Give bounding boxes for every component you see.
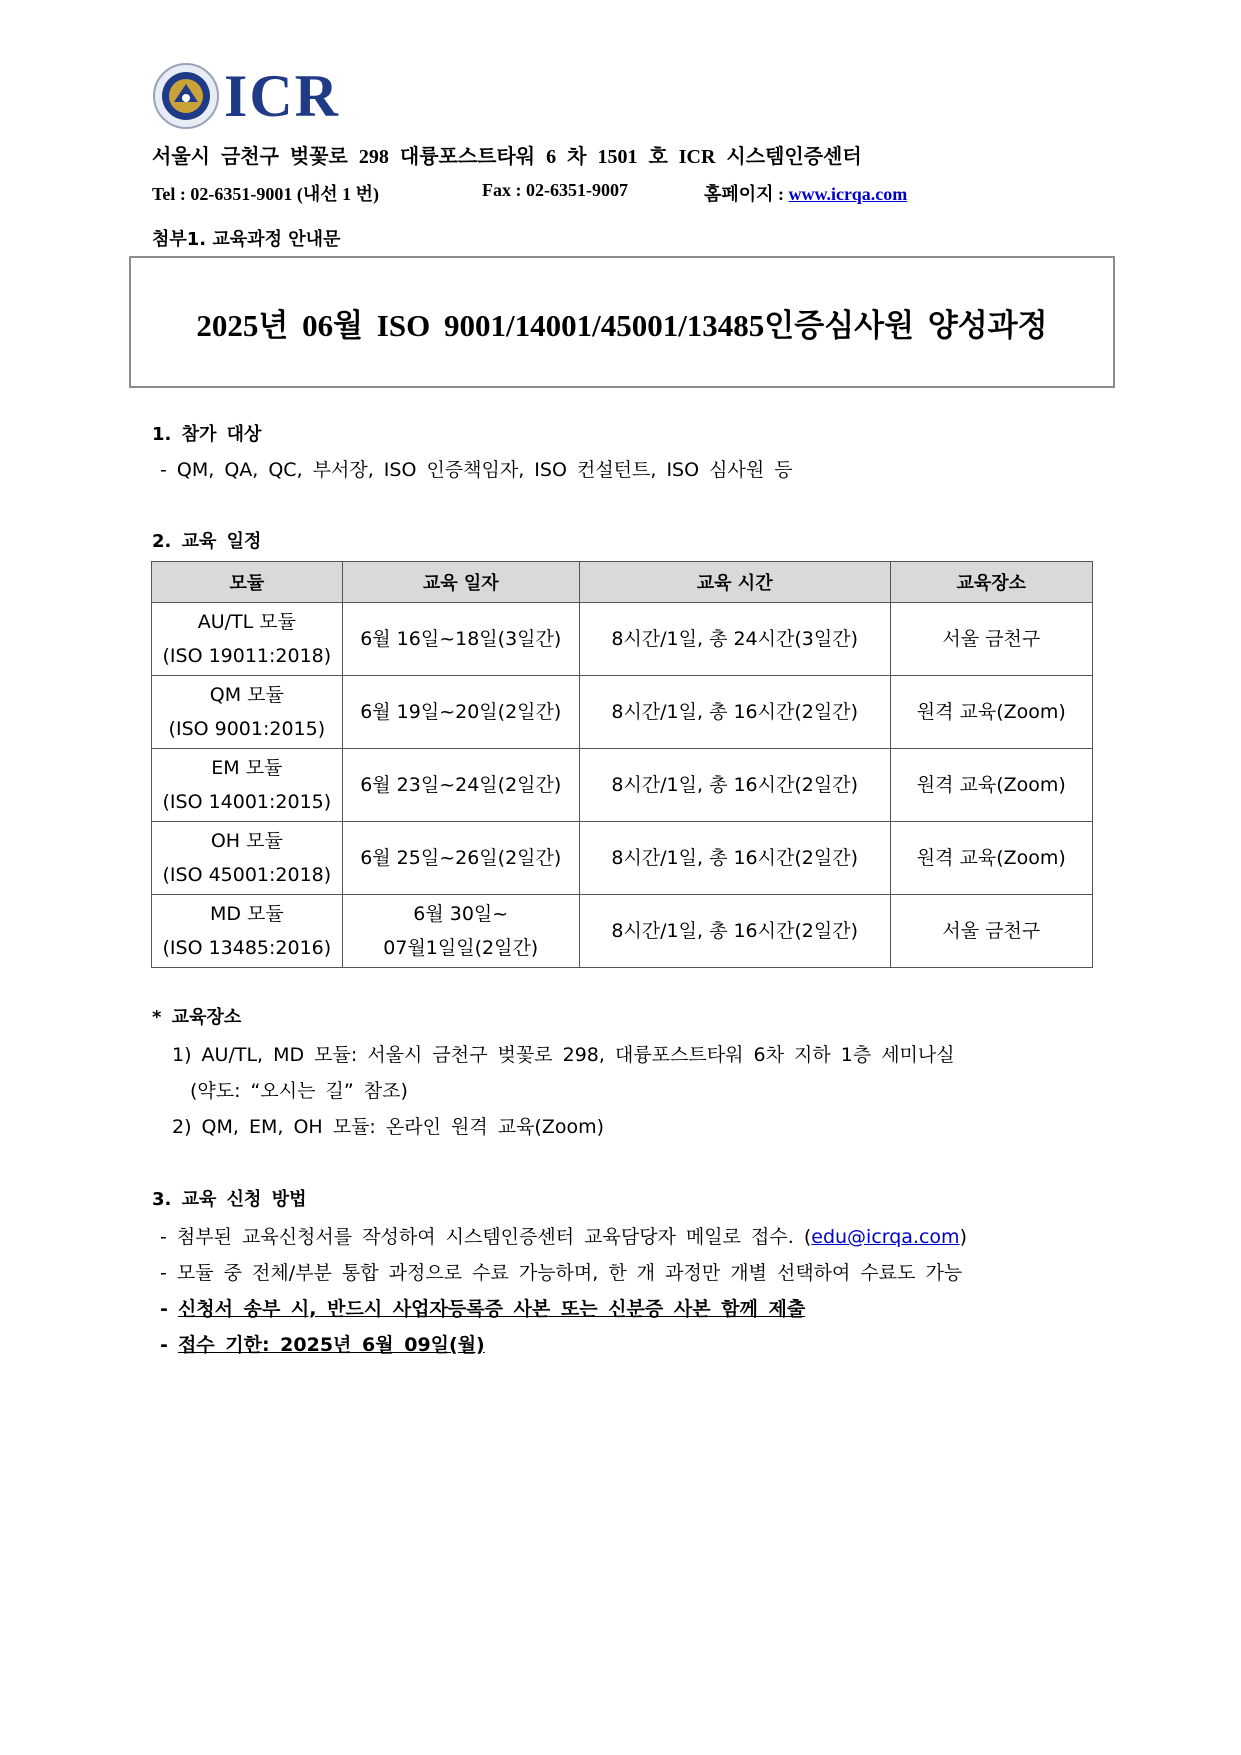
page-title: 2025년 06월 ISO 9001/14001/45001/13485인증심사원 양성과정 <box>196 307 1048 343</box>
module-cell <box>152 603 343 676</box>
date-cell: 6월 16일~18일(3일간) <box>342 603 579 676</box>
section3-item1 <box>160 1222 967 1249</box>
module-name: OH 모듈 <box>210 830 283 852</box>
date-line1: 6월 30일~ <box>413 903 509 925</box>
date-cell: 6월 23일~24일(2일간) <box>342 749 579 822</box>
attachment-label: 첨부1. 교육과정 안내문 <box>152 229 341 250</box>
icr-logo <box>152 62 340 130</box>
section2-heading: 2. 교육 일정 <box>152 531 262 552</box>
icr-seal-icon <box>152 62 220 130</box>
place-cell: 원격 교육(Zoom) <box>890 676 1092 749</box>
schedule-table <box>151 561 1093 968</box>
place-cell: 서울 금천구 <box>890 603 1092 676</box>
module-name: EM 모듈 <box>211 757 283 779</box>
table-row <box>152 749 1093 822</box>
table-row <box>152 676 1093 749</box>
col-header-date: 교육 일자 <box>342 562 579 603</box>
section3-item3 <box>160 1294 805 1321</box>
date-cell: 6월 19일~20일(2일간) <box>342 676 579 749</box>
item4-text: 접수 기한: 2025년 6월 09일(월) <box>177 1334 485 1356</box>
table-header-row <box>152 562 1093 603</box>
time-cell: 8시간/1일, 총 16시간(2일간) <box>579 895 890 968</box>
section1-text: - QM, QA, QC, 부서장, ISO 인증책임자, ISO 컨설턴트, ISO 심사원 등 <box>160 459 793 481</box>
module-standard: (ISO 13485:2016) <box>162 937 332 959</box>
table-row <box>152 895 1093 968</box>
col-header-time: 교육 시간 <box>579 562 890 603</box>
section3-item2: - 모듈 중 전체/부분 통합 과정으로 수료 가능하며, 한 개 과정만 개별 선택하여 수료도 가능 <box>160 1262 963 1284</box>
place-cell: 원격 교육(Zoom) <box>890 749 1092 822</box>
company-address: 서울시 금천구 벚꽃로 298 대륭포스트타워 6 차 1501 호 ICR 시스템인증센터 <box>152 146 862 168</box>
homepage <box>704 180 907 206</box>
module-standard: (ISO 19011:2018) <box>162 645 332 667</box>
col-header-place: 교육장소 <box>890 562 1092 603</box>
place-cell: 원격 교육(Zoom) <box>890 822 1092 895</box>
section1-heading: 1. 참가 대상 <box>152 424 262 445</box>
module-name: AU/TL 모듈 <box>197 611 296 633</box>
module-standard: (ISO 9001:2015) <box>168 718 326 740</box>
date-cell: 6월 25일~26일(2일간) <box>342 822 579 895</box>
homepage-link[interactable]: www.icrqa.com <box>788 184 908 204</box>
time-cell: 8시간/1일, 총 16시간(2일간) <box>579 676 890 749</box>
title-box <box>129 256 1115 388</box>
module-standard: (ISO 14001:2015) <box>162 791 332 813</box>
col-header-module: 모듈 <box>152 562 343 603</box>
item1-text: - 첨부된 교육신청서를 작성하여 시스템인증센터 교육담당자 메일로 접수. ( <box>160 1226 812 1248</box>
section3-heading: 3. 교육 신청 방법 <box>152 1189 307 1210</box>
table-row <box>152 822 1093 895</box>
date-cell <box>342 895 579 968</box>
table-row <box>152 603 1093 676</box>
module-name: MD 모듈 <box>209 903 284 925</box>
homepage-label: 홈페이지 : <box>704 184 785 204</box>
module-cell <box>152 895 343 968</box>
module-cell <box>152 822 343 895</box>
date-line2: 07월1일일(2일간) <box>383 937 539 959</box>
time-cell: 8시간/1일, 총 16시간(2일간) <box>579 749 890 822</box>
fax-number: Fax : 02-6351-9007 <box>482 180 628 200</box>
contact-line <box>152 180 952 204</box>
time-cell: 8시간/1일, 총 16시간(2일간) <box>579 822 890 895</box>
module-cell <box>152 749 343 822</box>
email-link[interactable]: edu@icrqa.com <box>811 1226 960 1248</box>
item4-dash: - <box>160 1334 168 1356</box>
item1-suffix: ) <box>959 1226 967 1248</box>
module-standard: (ISO 45001:2018) <box>162 864 332 886</box>
module-cell <box>152 676 343 749</box>
venue-heading: * 교육장소 <box>152 1007 242 1028</box>
venue-line1b: (약도: “오시는 길” 참조) <box>190 1080 408 1102</box>
venue-line2: 2) QM, EM, OH 모듈: 온라인 원격 교육(Zoom) <box>172 1116 605 1138</box>
place-cell: 서울 금천구 <box>890 895 1092 968</box>
module-name: QM 모듈 <box>209 684 284 706</box>
item3-text: 신청서 송부 시, 반드시 사업자등록증 사본 또는 신분증 사본 함께 제출 <box>177 1298 806 1320</box>
logo-text: ICR <box>224 63 341 129</box>
time-cell: 8시간/1일, 총 24시간(3일간) <box>579 603 890 676</box>
section3-item4 <box>160 1330 485 1357</box>
tel-number: Tel : 02-6351-9001 (내선 1 번) <box>152 184 379 204</box>
item3-dash: - <box>160 1298 168 1320</box>
venue-line1: 1) AU/TL, MD 모듈: 서울시 금천구 벚꽃로 298, 대륭포스트타워 6차 지하 1층 세미나실 <box>172 1044 955 1066</box>
